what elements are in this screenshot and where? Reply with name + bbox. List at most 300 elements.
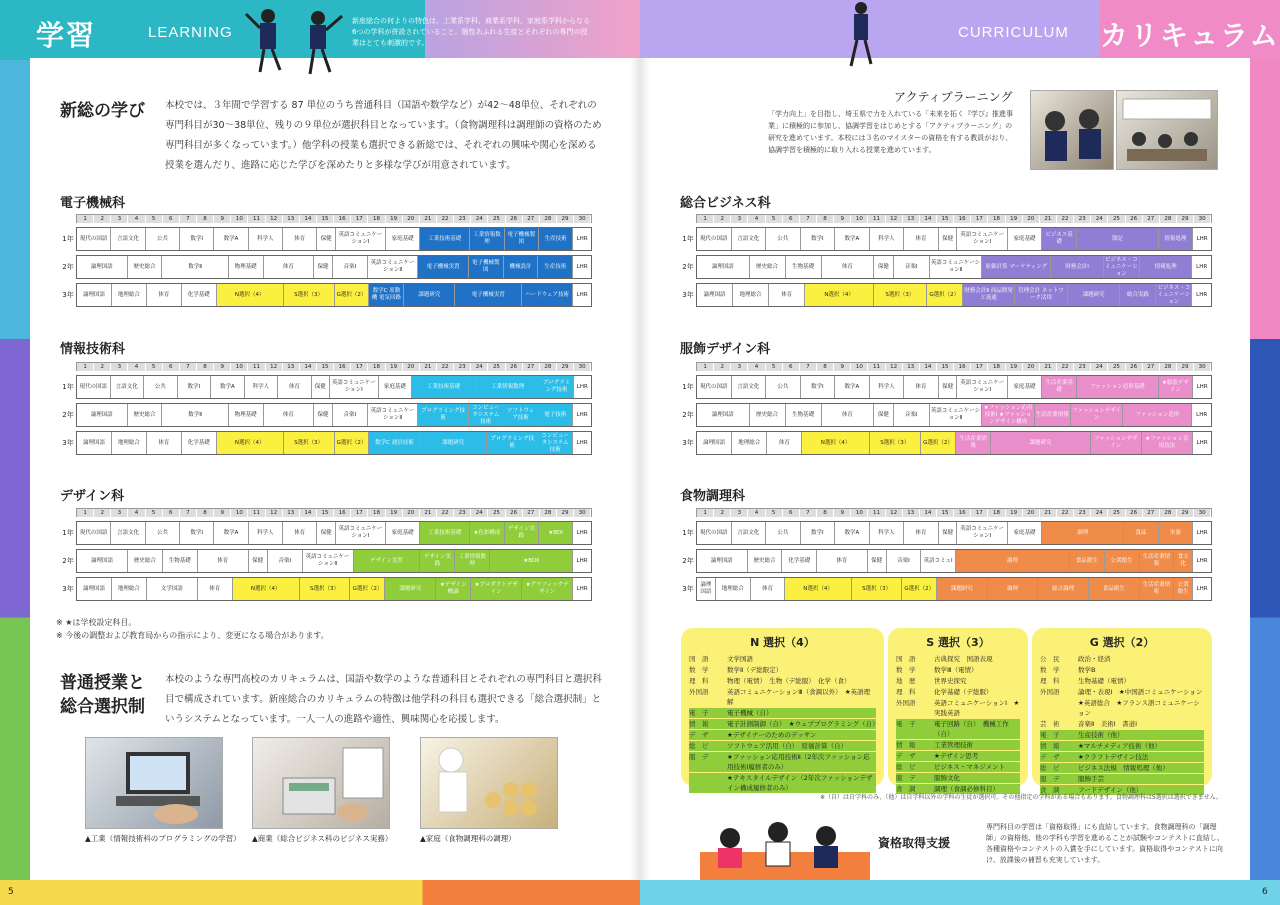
subject-cell: 栄養 xyxy=(1159,522,1194,544)
selection-subjects: 世界史探究 xyxy=(934,677,967,685)
selection-box-g xyxy=(1032,628,1212,794)
period-number: 25 xyxy=(488,509,505,517)
subject-cell: 生物基礎 xyxy=(786,404,822,426)
selection-row xyxy=(1040,763,1204,773)
photo-programming xyxy=(85,737,223,829)
selection-row xyxy=(1040,774,1204,784)
selection-category: 情 報 xyxy=(689,719,727,729)
subject-cell: 保健 xyxy=(317,228,336,250)
year-row xyxy=(60,283,592,307)
period-number: 27 xyxy=(523,215,540,223)
selection-row xyxy=(689,665,876,675)
year-label: 2年 xyxy=(682,411,694,419)
period-number: 15 xyxy=(937,363,954,371)
selection-row xyxy=(896,719,1020,739)
subject-cell: 財務会計Ⅰ xyxy=(1051,256,1104,278)
period-number: 20 xyxy=(1023,509,1040,517)
selection-category: 数 学 xyxy=(1040,666,1060,674)
period-number: 8 xyxy=(197,363,214,371)
period-number: 7 xyxy=(800,509,817,517)
subject-cell: 工業技術基礎 xyxy=(420,522,470,544)
period-number: 10 xyxy=(851,509,868,517)
selection-subjects: 英語コミュニケーションⅠ ★実践英語 xyxy=(934,699,1020,717)
subject-cell: 公共 xyxy=(146,522,180,544)
period-number: 18 xyxy=(988,363,1005,371)
year-label: 2年 xyxy=(62,557,74,565)
period-number: 5 xyxy=(766,509,783,517)
subject-cell: 家庭基礎 xyxy=(379,376,413,398)
selection-row xyxy=(896,740,1020,750)
selection-row xyxy=(896,698,1020,718)
subject-cell: ★色彩構成 xyxy=(470,522,504,544)
subject-cell: 公共 xyxy=(146,228,180,250)
subject-cell: 生産技術 xyxy=(538,256,573,278)
period-number: 3 xyxy=(111,509,128,517)
subject-cell: 科学人 xyxy=(870,522,905,544)
subject-cell: 英語コミュニケーションⅠ xyxy=(330,376,379,398)
subject-cell: デザイン実践 xyxy=(505,522,539,544)
period-number: 9 xyxy=(214,509,231,517)
period-number: 7 xyxy=(180,215,197,223)
selection-row xyxy=(689,687,876,707)
subject-cell: ★プロダクトデザイン xyxy=(471,578,522,600)
period-number: 1 xyxy=(697,509,714,517)
subject-cell: LHR xyxy=(576,557,588,564)
subject-cell: デザイン実習 xyxy=(354,550,421,572)
subject-cell: LHR xyxy=(576,439,588,446)
subject-cell: コンピュータシステム技術 xyxy=(469,404,504,426)
subject-cell: 工業情報数理 xyxy=(476,376,540,398)
period-number: 21 xyxy=(1040,363,1057,371)
subject-cell: ★BDⅠ xyxy=(539,522,573,544)
selection-title: S 選択（3） xyxy=(926,636,990,649)
period-number: 17 xyxy=(971,215,988,223)
selection-subjects: ソフトウェア活用（自） 原価計算（自） xyxy=(727,741,876,751)
period-number: 3 xyxy=(731,215,748,223)
selection-category: 服 デ xyxy=(896,773,934,783)
subject-cell: 家庭基礎 xyxy=(386,228,420,250)
right-color-edge xyxy=(1250,60,1280,905)
period-number: 28 xyxy=(1160,509,1177,517)
subject-cell: 論理国語 xyxy=(697,432,732,454)
period-number: 19 xyxy=(1006,363,1023,371)
subject-cell: 論理国語 xyxy=(697,578,716,600)
subject-cell: 英語コミュニケーションⅡ xyxy=(368,256,419,278)
year-row xyxy=(680,255,1212,279)
period-number: 11 xyxy=(248,215,265,223)
period-number: 3 xyxy=(111,363,128,371)
subject-cell: 課題研究 xyxy=(404,284,455,306)
period-number: 23 xyxy=(1074,509,1091,517)
subject-cell: 現代の国語 xyxy=(77,522,111,544)
period-number: 13 xyxy=(283,215,300,223)
subject-cell: 論理国語 xyxy=(77,284,112,306)
subject-cell: 数学Ⅰ xyxy=(180,228,214,250)
subject-cell: 体育 xyxy=(822,404,875,426)
subject-cell: 数学Ⅰ xyxy=(801,228,836,250)
selection-subjects: 服飾手芸 xyxy=(1078,774,1204,784)
selection-subjects: ★ファッション応用技術Ⅱ（2年次ファッション応用技術Ⅰ履修者のみ） xyxy=(727,752,876,772)
subject-cell: 科学人 xyxy=(245,376,279,398)
subject-cell: 音楽Ⅰ xyxy=(268,550,303,572)
selection-subjects: 政治・経済 xyxy=(1078,655,1111,663)
dept-title: 電子機械科 xyxy=(60,196,126,211)
subject-cell: S選択（3） xyxy=(284,284,335,306)
subject-cell: ★服装デザイン xyxy=(1159,376,1194,398)
period-number-row xyxy=(76,214,592,223)
subject-cell: 数学A xyxy=(214,228,248,250)
subject-cell: 調理 xyxy=(956,550,1070,572)
selection-row xyxy=(1040,741,1204,751)
year-row xyxy=(680,431,1212,455)
period-number: 29 xyxy=(1177,215,1194,223)
year-row xyxy=(680,375,1212,399)
subject-cell: プログラミング技術 xyxy=(418,404,469,426)
year-label: 2年 xyxy=(62,411,74,419)
subject-cell: LHR xyxy=(576,585,588,592)
period-number: 19 xyxy=(386,215,403,223)
period-number: 13 xyxy=(903,509,920,517)
subject-cell: 歴史総合 xyxy=(128,550,163,572)
period-number: 27 xyxy=(523,363,540,371)
curriculum-grid xyxy=(60,362,592,455)
subject-cell: 体育 xyxy=(904,522,939,544)
period-number: 29 xyxy=(1177,509,1194,517)
subject-cell: G選択（2） xyxy=(921,432,956,454)
year-label: 1年 xyxy=(682,529,694,537)
selection-row xyxy=(689,719,879,729)
period-number: 21 xyxy=(420,363,437,371)
selection-category: 公 民 xyxy=(1040,655,1060,663)
header-en-right: CURRICULUM xyxy=(958,24,1069,41)
period-number: 22 xyxy=(437,215,454,223)
period-number: 26 xyxy=(506,363,523,371)
year-label: 1年 xyxy=(62,529,74,537)
subject-cell: G選択（2） xyxy=(335,284,370,306)
period-number: 14 xyxy=(300,215,317,223)
subject-cell: 電子機械製図 xyxy=(505,228,539,250)
period-number: 12 xyxy=(266,509,283,517)
subject-cell: 地理総合 xyxy=(112,578,147,600)
subject-cell: LHR xyxy=(1196,439,1208,446)
dept-title: 情報技術科 xyxy=(60,342,126,357)
subject-cell: 英語コミュニケーションⅠ xyxy=(336,522,386,544)
period-number: 24 xyxy=(471,215,488,223)
year-row xyxy=(60,431,592,455)
period-number: 20 xyxy=(403,363,420,371)
subject-cell: 体育 xyxy=(264,404,315,426)
subject-cell: LHR xyxy=(576,263,588,270)
subject-cell: 調理 xyxy=(988,578,1039,600)
subject-cell: 機械設計 xyxy=(504,256,539,278)
year-label: 2年 xyxy=(682,263,694,271)
active-title: アクティブラーニング xyxy=(894,90,1013,104)
selection-subjects: 電子計測制御（自） ★ウェブプログラミング（自） xyxy=(727,720,879,728)
subject-cell: 数学A xyxy=(835,228,870,250)
period-number: 23 xyxy=(1074,363,1091,371)
subject-cell: S選択（3） xyxy=(870,432,921,454)
intro-title: 新総の学び xyxy=(60,101,145,121)
period-number: 5 xyxy=(146,363,163,371)
year-label: 3年 xyxy=(62,291,74,299)
subject-cell: ファッションデザイン xyxy=(1091,432,1142,454)
period-number-row xyxy=(696,508,1212,517)
subject-cell: 総合実践 xyxy=(1120,284,1156,306)
period-number: 9 xyxy=(214,363,231,371)
subject-cell: 英語コミュニケーションⅠ xyxy=(336,228,386,250)
selection-subjects: 化学基礎（デ総服） xyxy=(934,688,993,696)
subject-cell: 体育 xyxy=(817,550,868,572)
selection-category: 数 学 xyxy=(896,666,916,674)
dept-title: 服飾デザイン科 xyxy=(680,342,771,357)
period-number: 7 xyxy=(180,509,197,517)
subject-cell: 食品衛生 xyxy=(1070,550,1105,572)
selection-category: 理 科 xyxy=(689,677,709,685)
subject-cell: 言語文化 xyxy=(732,376,767,398)
subject-cell: 言語文化 xyxy=(732,522,767,544)
period-number: 26 xyxy=(506,215,523,223)
period-number: 21 xyxy=(1040,215,1057,223)
period-number: 21 xyxy=(420,509,437,517)
selection-category: 理 科 xyxy=(896,688,916,696)
subject-cell: 工業情報数理 xyxy=(470,228,504,250)
selection-subjects: 生産技術（他） xyxy=(1078,730,1204,740)
general-text: 本校のような専門高校のカリキュラムは、国語や数学のような普通科目とそれぞれの専門科目と選択科目で構成されています。新座総合のカリキュラムの特徴は他学科の科目も選択できる「総合選択制」というシステムとなっています。一人一人の進路や適性、興味関心を応援します。 xyxy=(165,674,602,725)
selection-category: 芸 術 xyxy=(1040,720,1060,728)
selection-row xyxy=(689,741,876,751)
selection-category xyxy=(689,773,727,793)
subject-cell: S選択（3） xyxy=(874,284,927,306)
subject-cell: 課題研究 xyxy=(420,432,487,454)
period-number: 30 xyxy=(574,363,591,371)
subject-cell: 文学国語 xyxy=(147,578,198,600)
selection-category: 理 科 xyxy=(1040,677,1060,685)
selection-subjects: ★デザイナーのためのデッサン xyxy=(727,730,876,740)
period-number: 26 xyxy=(506,509,523,517)
subject-cell: 課題研究 xyxy=(937,578,988,600)
selection-subjects: ★クラフトデザイン技法 xyxy=(1078,752,1204,762)
period-number: 1 xyxy=(77,215,94,223)
selection-row xyxy=(1040,752,1204,762)
period-number: 30 xyxy=(1194,509,1211,517)
subject-cell: 英語コミュニケーションⅡ xyxy=(930,256,983,278)
subject-cell: 物理基礎 xyxy=(229,404,264,426)
subject-cell: 保健 xyxy=(314,404,333,426)
period-number: 15 xyxy=(317,509,334,517)
subject-cell: 公共 xyxy=(766,228,801,250)
subject-cell: 音楽Ⅰ xyxy=(894,256,930,278)
subject-cell: G選択（2） xyxy=(350,578,385,600)
year-row xyxy=(60,403,592,427)
subject-cell: 電子技術 xyxy=(538,404,573,426)
year-label: 3年 xyxy=(62,439,74,447)
subject-cell: 家庭基礎 xyxy=(1008,522,1043,544)
period-number: 2 xyxy=(94,363,111,371)
year-row xyxy=(680,577,1212,601)
selection-subjects: 服飾文化 xyxy=(934,773,1020,783)
year-label: 2年 xyxy=(682,557,694,565)
selection-subjects: 調理（食調必修科目） xyxy=(934,784,1020,794)
period-number: 17 xyxy=(351,215,368,223)
selection-subjects: 工業管理技術 xyxy=(934,740,1020,750)
subject-cell: 地理総合 xyxy=(716,578,751,600)
subject-cell: N選択（4） xyxy=(802,432,869,454)
gutter xyxy=(630,58,650,880)
period-number: 1 xyxy=(697,363,714,371)
subject-cell: 工業情報数理 xyxy=(455,550,490,572)
period-number-row xyxy=(76,508,592,517)
period-number: 12 xyxy=(886,509,903,517)
subject-cell: 英語コミュニケーションⅠ xyxy=(957,228,1007,250)
subject-cell: 体育 xyxy=(278,376,312,398)
year-row xyxy=(60,577,592,601)
period-number: 10 xyxy=(231,215,248,223)
year-row xyxy=(60,227,592,251)
subject-cell: LHR xyxy=(1196,291,1208,298)
subject-cell: 生活産業情報 xyxy=(1035,404,1071,426)
subject-cell: 課題研究 xyxy=(991,432,1090,454)
subject-cell: コンピュータシステム技術 xyxy=(538,432,573,454)
selection-box-s xyxy=(888,628,1028,793)
subject-cell: 食品衛生 xyxy=(1089,578,1140,600)
period-number: 14 xyxy=(920,509,937,517)
selection-subjects: 数学Ⅱ（デ総限定） xyxy=(727,666,783,674)
period-number: 22 xyxy=(1057,215,1074,223)
subject-cell: 管理会計 ネットワーク活用 xyxy=(1015,284,1068,306)
selection-row xyxy=(689,708,876,718)
subject-cell: 生活産業情報 xyxy=(1140,578,1175,600)
subject-cell: 英語コミュニケーションⅡ xyxy=(368,404,419,426)
period-number: 18 xyxy=(988,215,1005,223)
subject-cell: 化学基礎 xyxy=(182,284,217,306)
subject-cell: 数学Ⅱ xyxy=(162,256,228,278)
period-number: 29 xyxy=(1177,363,1194,371)
intro-text: 本校では、３年間で学習する 87 単位のうち普通科目（国語や数学など）が42〜48単位、それぞれの専門科目が30〜38単位、残りの９単位が選択科目となっています。（食物調理科は調理師の資格のため専門科目が多くなっています。）他学科の授業も選択できる新総では、それぞれの興味や関心を深める授業を選んだり、進路に応じた学びを深めたりと多様な学びが用意されています。 xyxy=(165,100,602,171)
subject-cell: 体育 xyxy=(769,284,805,306)
subject-cell: 数学A xyxy=(211,376,245,398)
period-number: 18 xyxy=(988,509,1005,517)
year-row xyxy=(680,227,1212,251)
subject-cell: 情報処理 xyxy=(1159,228,1194,250)
subject-cell: ★ファッション応用技術Ⅰ ★ファッションデザイン構成 xyxy=(982,404,1035,426)
header-title-right: カリキュラム xyxy=(1100,20,1280,51)
period-number: 5 xyxy=(766,215,783,223)
selection-subjects: ★英語総合 ★フランス語コミュニケーション xyxy=(1078,699,1200,717)
period-number: 26 xyxy=(1126,363,1143,371)
subject-cell: 音楽Ⅰ xyxy=(333,404,368,426)
period-number: 7 xyxy=(180,363,197,371)
photo-caption-3: ▲家庭（食物調理科の調理） xyxy=(420,834,516,843)
year-row xyxy=(60,375,592,399)
subject-cell: 公衆衛生 xyxy=(1174,578,1193,600)
study-group-illustration-icon xyxy=(700,816,870,880)
period-number: 5 xyxy=(146,509,163,517)
period-number: 15 xyxy=(937,509,954,517)
selection-category: 国 語 xyxy=(689,655,709,663)
subject-cell: 論理国語 xyxy=(697,404,750,426)
subject-cell: 情報処理 xyxy=(1140,256,1193,278)
period-number: 24 xyxy=(1091,363,1108,371)
subject-cell: S選択（3） xyxy=(284,432,335,454)
subject-cell: LHR xyxy=(576,291,588,298)
period-number: 30 xyxy=(574,509,591,517)
selection-row xyxy=(896,687,1020,697)
subject-cell: ビジネス基礎 xyxy=(1042,228,1077,250)
subject-cell: 音楽Ⅰ xyxy=(333,256,368,278)
period-number: 12 xyxy=(886,363,903,371)
subject-cell: 体育 xyxy=(283,228,317,250)
selection-category: 地 歴 xyxy=(896,677,916,685)
subject-cell: 歴史総合 xyxy=(750,404,786,426)
period-number: 23 xyxy=(1074,215,1091,223)
subject-cell: LHR xyxy=(1196,557,1208,564)
subject-cell: 総合調理 xyxy=(1038,578,1089,600)
period-number: 29 xyxy=(557,215,574,223)
subject-cell: 保健 xyxy=(939,228,958,250)
selection-row xyxy=(689,773,876,793)
subject-cell: 数学Ⅰ xyxy=(801,376,836,398)
subject-cell: 地理総合 xyxy=(112,284,147,306)
subject-cell: LHR xyxy=(1196,529,1208,536)
curriculum-grid xyxy=(680,362,1212,455)
selection-subjects: ★マルチメディア技術（他） xyxy=(1078,741,1204,751)
selection-row xyxy=(689,752,876,772)
selection-subjects: ★テキスタイルデザイン（2年次ファッションデザイン構成履修者のみ） xyxy=(727,773,876,793)
subject-cell: 数学C 通信技術 xyxy=(369,432,420,454)
selection-subjects: 音楽Ⅱ 美術Ⅰ 書道Ⅰ xyxy=(1078,720,1138,728)
period-number: 13 xyxy=(283,363,300,371)
period-number: 20 xyxy=(403,509,420,517)
period-number: 7 xyxy=(800,363,817,371)
period-number: 11 xyxy=(868,215,885,223)
year-row xyxy=(680,521,1212,545)
period-number: 9 xyxy=(834,363,851,371)
subject-cell: 生物基礎 xyxy=(163,550,198,572)
period-number: 12 xyxy=(266,215,283,223)
period-number: 9 xyxy=(214,215,231,223)
selection-category: 食 調 xyxy=(896,784,934,794)
subject-cell: 課題研究 xyxy=(1068,284,1121,306)
subject-cell: 体育 xyxy=(198,578,233,600)
period-number: 21 xyxy=(1040,509,1057,517)
selection-category: 数 学 xyxy=(689,666,709,674)
period-number: 4 xyxy=(748,509,765,517)
period-number: 2 xyxy=(94,509,111,517)
year-label: 1年 xyxy=(62,383,74,391)
left-color-edge xyxy=(0,60,30,905)
period-number: 18 xyxy=(368,215,385,223)
selection-category: 外国語 xyxy=(896,699,916,707)
subject-cell: 歴史総合 xyxy=(750,256,786,278)
selection-category: 国 語 xyxy=(896,655,916,663)
period-number: 17 xyxy=(971,509,988,517)
subject-cell: 言語文化 xyxy=(111,522,145,544)
subject-cell: 科学人 xyxy=(870,228,905,250)
selection-subjects: 文学国語 xyxy=(727,655,753,663)
selection-category: 服 デ xyxy=(1040,774,1078,784)
period-number: 2 xyxy=(714,509,731,517)
period-number: 11 xyxy=(868,363,885,371)
period-number: 25 xyxy=(488,363,505,371)
year-label: 1年 xyxy=(682,383,694,391)
period-number: 23 xyxy=(454,509,471,517)
selection-category: 総 ビ xyxy=(689,741,727,751)
selection-row xyxy=(896,654,1020,664)
note-2: ※ 今後の調整および教育局からの指示により、変更になる場合があります。 xyxy=(56,631,329,640)
subject-cell: 工業技術基礎 xyxy=(420,228,470,250)
subject-cell: 歴史総合 xyxy=(128,256,163,278)
subject-cell: N選択（4） xyxy=(233,578,300,600)
